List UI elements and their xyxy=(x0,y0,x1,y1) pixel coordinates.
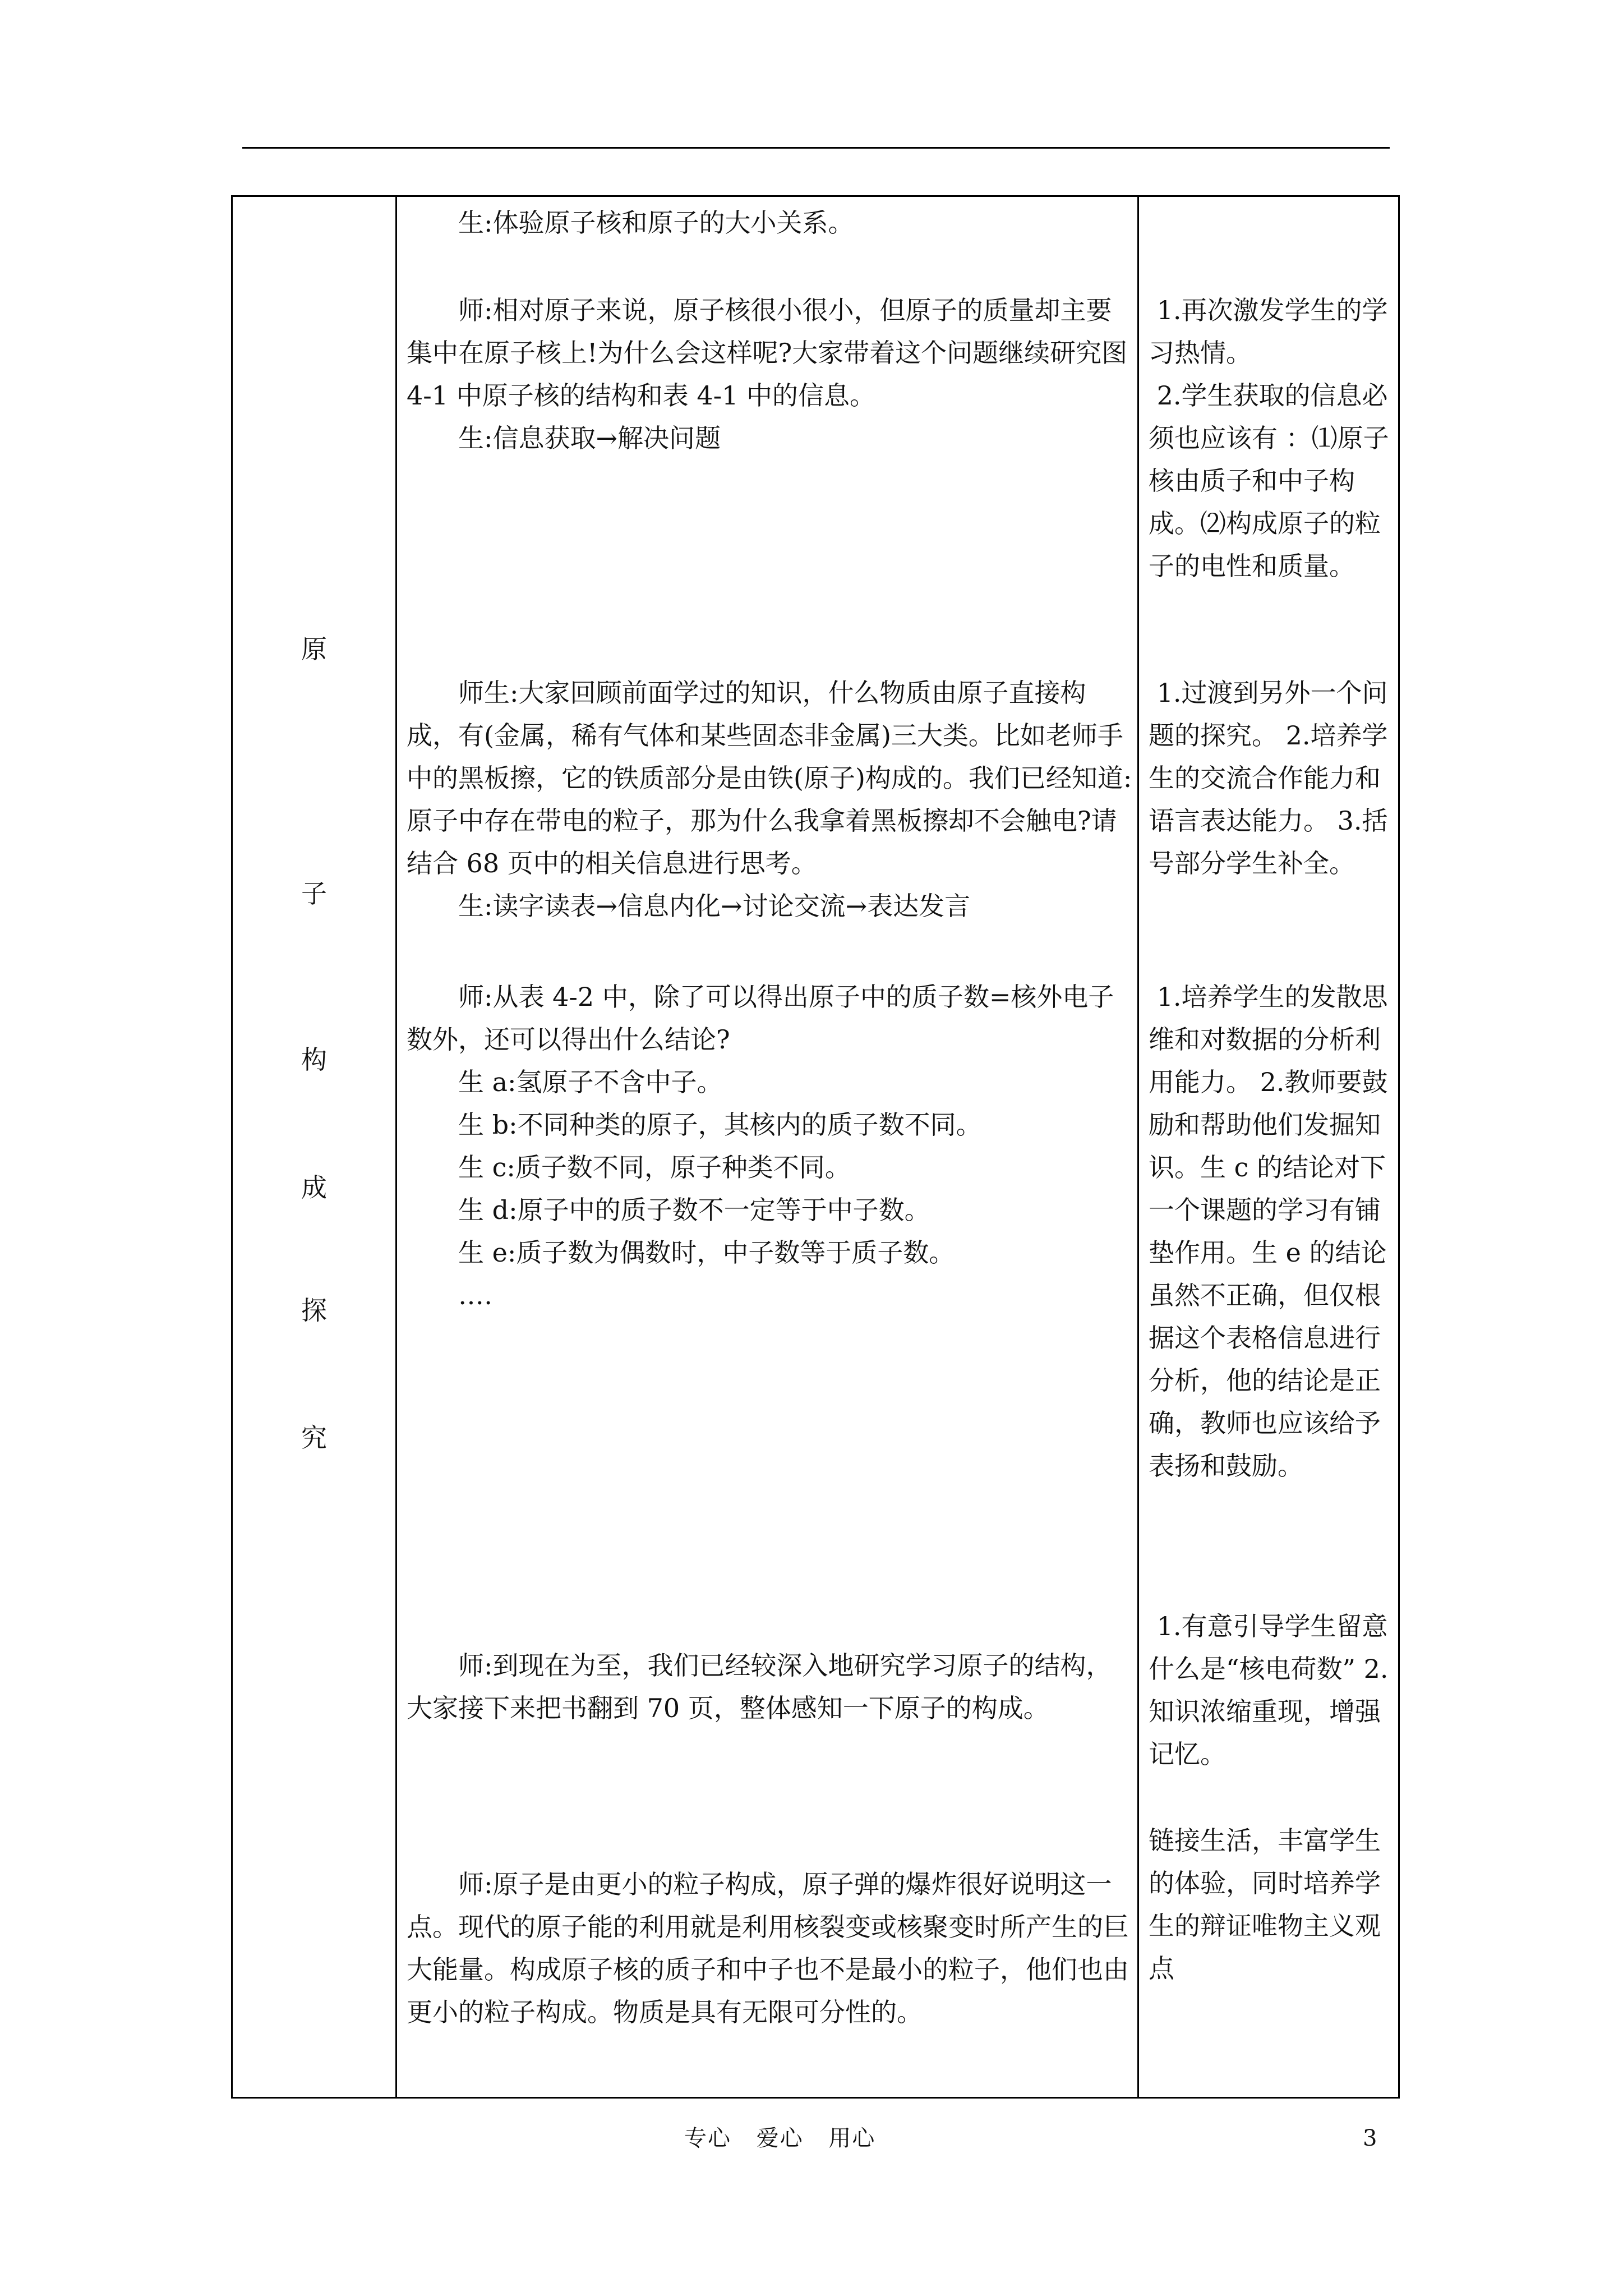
topic-char-1: 原 xyxy=(301,634,327,664)
header-rule xyxy=(242,147,1390,149)
process-paragraph-5: 师:到现在为至，我们已经较深入地研究学习原子的结构，大家接下来把书翻到 70 页，整体感知一下原子的构成。 xyxy=(407,1650,1112,1723)
process-paragraph-2: 师:相对原子来说，原子核很小很小，但原子的质量却主要集中在原子核上!为什么会这样呢?大家带着这个问题继续研究图 4-1 中原子核的结构和表 4-1 中的信息。 生:信息获取→解决问题 xyxy=(407,295,1128,453)
topic-char-5: 探 xyxy=(301,1295,327,1326)
process-paragraph-6: 师:原子是由更小的粒子构成，原子弹的爆炸很好说明这一点。现代的原子能的利用就是利用核裂变或核聚变时所产生的巨大能量。构成原子核的质子和中子也不是最小的粒子，他们也由更小的粒子构成。物质是具有无限可分性的。 xyxy=(407,1869,1129,2027)
process-paragraph-4: 师:从表 4-2 中，除了可以得出原子中的质子数=核外电子数外，还可以得出什么结论? 生 a:氢原子不含中子。 生 b:不同种类的原子，其核内的质子数不同。 生 c:质子数不同，原子种类不同。 生 d:原子中的质子数不一定等于中子数。 生 e:质子数为偶数时，中子数等于质子数。 ‥‥ xyxy=(407,982,1114,1310)
design-note-5: 链接生活，丰富学生的体验，同时培养学生的辩证唯物主义观点 xyxy=(1149,1825,1381,1984)
design-note-3: 1.培养学生的发散思维和对数据的分析利用能力。 2.教师要鼓励和帮助他们发掘知识。生 c 的结论对下一个课题的学习有铺垫作用。生 e 的结论虽然不正确，但仅根据这个表格信息进行分析，他的结论是正确，教师也应该给予表扬和鼓励。 xyxy=(1149,982,1388,1481)
topic-char-6: 究 xyxy=(301,1423,327,1453)
design-note-1: 1.再次激发学生的学习热情。 2.学生获取的信息必须也应该有 ：⑴原子核由质子和中子构成。⑵构成原子的粒子的电性和质量。 xyxy=(1149,295,1389,581)
footer-motto: 专心 爱心 用心 xyxy=(684,2125,876,2151)
page-number: 3 xyxy=(1363,2125,1377,2151)
column-divider-2 xyxy=(1137,197,1139,2097)
column-divider-1 xyxy=(395,197,397,2097)
topic-char-4: 成 xyxy=(301,1172,327,1203)
design-note-4: 1.有意引导学生留意什么是“核电荷数” 2.知识浓缩重现，增强记忆。 xyxy=(1149,1611,1389,1769)
lesson-table xyxy=(231,195,1400,2099)
process-paragraph-1: 生:体验原子核和原子的大小关系。 xyxy=(407,208,854,238)
design-note-2: 1.过渡到另外一个问题的探究。 2.培养学生的交流合作能力和语言表达能力。 3.括号部分学生补全。 xyxy=(1149,678,1388,878)
process-paragraph-3: 师生:大家回顾前面学过的知识，什么物质由原子直接构成，有(金属，稀有气体和某些固态非金属)三大类。比如老师手中的黑板擦，它的铁质部分是由铁(原子)构成的。我们已经知道:原子中存在带电的粒子，那为什么我拿着黑板擦却不会触电?请结合 68 页中的相关信息进行思考。 生:读字读表→信息内化→讨论交流→表达发言 xyxy=(407,678,1132,921)
topic-char-3: 构 xyxy=(301,1045,327,1075)
topic-char-2: 子 xyxy=(301,878,327,909)
